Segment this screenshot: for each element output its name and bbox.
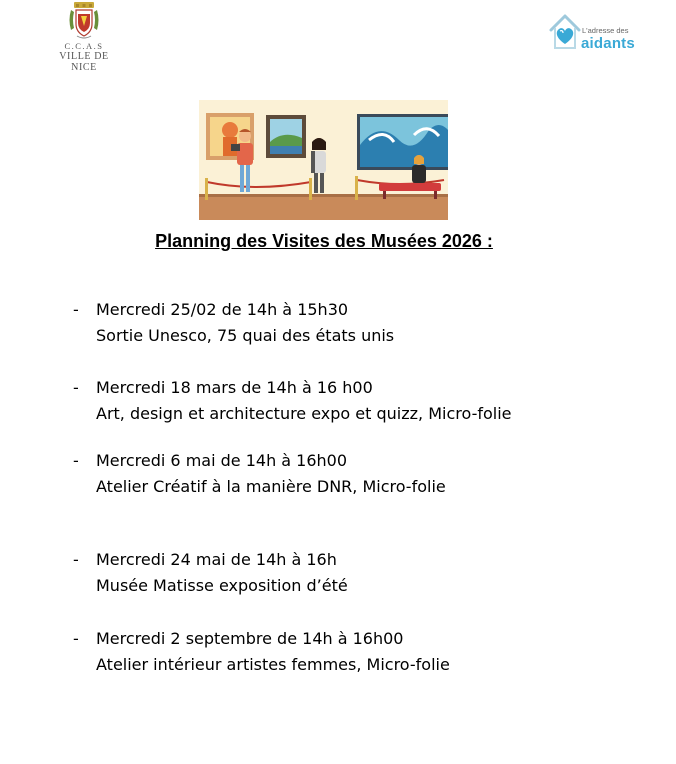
event-description: Atelier intérieur artistes femmes, Micro-folie — [96, 655, 450, 674]
page-title: Planning des Visites des Musées 2026 : — [155, 231, 493, 251]
ville-de-nice-label: VILLE DE NICE — [59, 51, 109, 73]
event-description: Sortie Unesco, 75 quai des états unis — [96, 326, 395, 345]
list-bullet: - — [73, 550, 79, 569]
event-date: Mercredi 25/02 de 14h à 15h30 — [96, 300, 349, 319]
event-date: Mercredi 18 mars de 14h à 16 h00 — [96, 378, 373, 397]
nice-crest-icon — [68, 2, 100, 40]
list-bullet: - — [73, 378, 79, 397]
adresse-des-aidants-logo — [547, 8, 647, 56]
museum-illustration — [199, 100, 448, 220]
event-description: Art, design et architecture expo et quizz, Micro-folie — [96, 404, 512, 423]
logo-tagline: L'adresse des — [582, 26, 629, 35]
list-bullet: - — [73, 451, 79, 470]
ccas-label: C.C.A.S — [64, 41, 104, 51]
event-description: Musée Matisse exposition d’été — [96, 576, 348, 595]
museum-visit-illustration-icon — [199, 100, 448, 220]
list-bullet: - — [73, 300, 79, 319]
event-date: Mercredi 2 septembre de 14h à 16h00 — [96, 629, 404, 648]
ccas-nice-logo — [46, 2, 122, 73]
list-bullet: - — [73, 629, 79, 648]
event-date: Mercredi 6 mai de 14h à 16h00 — [96, 451, 348, 470]
logo-brand: aidants — [581, 35, 635, 52]
event-date: Mercredi 24 mai de 14h à 16h — [96, 550, 337, 569]
event-description: Atelier Créatif à la manière DNR, Micro-folie — [96, 477, 446, 496]
